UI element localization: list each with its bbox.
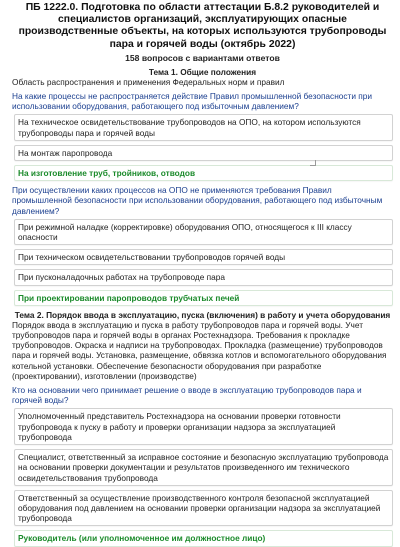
answer-option[interactable]: При режимной наладке (корректировке) оборудования ОПО, относящегося к III классу опасности (14, 219, 393, 245)
topic-heading: Тема 1. Общие положения (148, 66, 257, 77)
answer-option[interactable]: Ответственный за осуществление производственного контроля безопасной эксплуатацией оборудования под давлением на основании проверки организации надзора за эксплуатацией трубопровода (14, 490, 393, 527)
question-text: Кто на основании чего принимает решение о вводе в эксплуатацию трубопроводов пара и горячей воды? (12, 385, 362, 406)
answer-list (14, 219, 393, 306)
answer-option[interactable]: На монтаж паропровода (14, 145, 393, 161)
answer-option[interactable]: При техническом освидетельствовании трубопроводов горячей воды (14, 249, 393, 265)
answer-option-correct[interactable]: Руководитель (или уполномоченное им должностное лицо) (14, 530, 393, 546)
question-text: При осуществлении каких процессов на ОПО не применяются требования Правил промышленной безопасности при использовании оборудования, работающего под избыточным давлением? (12, 185, 383, 216)
answer-list (14, 114, 393, 181)
answer-option[interactable]: Специалист, ответственный за исправное состояние и безопасную эксплуатацию трубопровода на основании проверки документации и результатов произведенного им технического освидетельствования трубопровода (14, 449, 393, 486)
answer-option-correct[interactable]: На изготовление труб, тройников, отводов (14, 165, 393, 181)
document-subtitle: 158 вопросов с вариантами ответов (125, 52, 280, 63)
topic-description: Порядок ввода в эксплуатацию и пуска в работу трубопроводов пара и горячей воды. Учет трубопроводов пара и горячей воды в органах Ростехнадзора. Требования к прокладке трубопроводов. Окраска и надписи на трубопроводах. Прокладка (размещение) трубопроводов пара и горячей воды. Установка, размещение, обвязка котлов и вспомогательного оборудования котельной установки. Обеспечение безопасности оборудования при разработке (проектировании), изготовлении (производстве) (12, 319, 387, 381)
answer-list (14, 408, 393, 546)
answer-option[interactable]: Уполномоченный представитель Ростехнадзора на основании проверки готовности трубопровода к пуску в работу и проверки организации надзора за эксплуатацией трубопровода (14, 408, 393, 445)
answer-option-correct[interactable]: При проектировании паропроводов трубчатых печей (14, 290, 393, 306)
answer-option[interactable]: При пусконаладочных работах на трубопроводе пара (14, 269, 393, 285)
topic-heading: Тема 2. Порядок ввода в эксплуатацию, пуска (включения) в работу и учета оборудования (14, 309, 391, 320)
document-title: ПБ 1222.0. Подготовка по области аттестации Б.8.2 руководителей и специалистов организаций, эксплуатирующих опасные производственные объекты, на которых используются трубопроводы пара и горячей воды (октябрь 2022) (18, 2, 387, 50)
question-text: На какие процессы не распространяется действие Правил промышленной безопасности при использовании оборудования, работающего под избыточным давлением? (12, 91, 373, 112)
topic-description: Область распространения и применения Федеральных норм и правил (12, 76, 285, 87)
resize-corner-mark (310, 160, 316, 166)
answer-option[interactable]: На техническое освидетельствование трубопроводов на ОПО, на котором используются трубопроводы пара и горячей воды (14, 114, 393, 140)
